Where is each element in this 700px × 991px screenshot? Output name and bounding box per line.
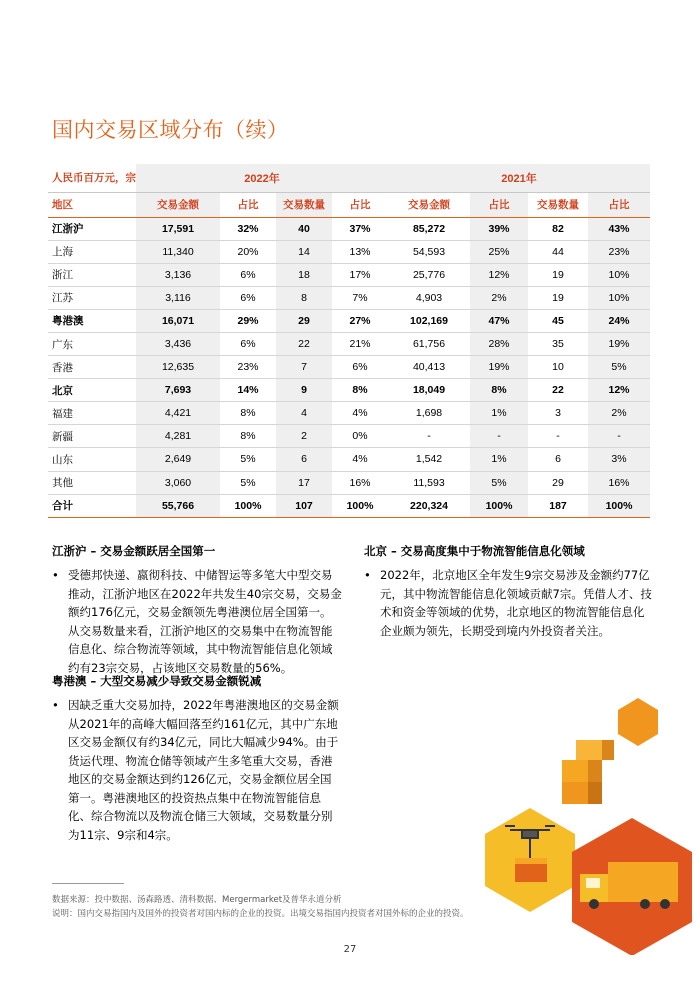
table-row <box>48 425 650 448</box>
value-cell: 6% <box>332 356 388 379</box>
value-cell: 10 <box>528 356 588 379</box>
value-cell: 18,049 <box>388 379 470 402</box>
value-cell: 54,593 <box>388 240 470 263</box>
value-cell: 16% <box>332 471 388 494</box>
value-cell: 21% <box>332 332 388 355</box>
value-cell: 25% <box>470 240 528 263</box>
value-cell: 28% <box>470 332 528 355</box>
region-cell: 香港 <box>48 356 136 379</box>
value-cell: 6% <box>220 332 276 355</box>
value-cell: 2% <box>588 402 650 425</box>
value-cell: 4% <box>332 402 388 425</box>
value-cell: 16% <box>588 471 650 494</box>
column-header: 地区 <box>48 192 136 217</box>
table-row <box>48 240 650 263</box>
total-value: 100% <box>470 494 528 517</box>
value-cell: 39% <box>470 217 528 240</box>
value-cell: 29 <box>276 309 332 332</box>
value-cell: 4% <box>332 448 388 471</box>
value-cell: 17,591 <box>136 217 220 240</box>
value-cell: 0% <box>332 425 388 448</box>
value-cell: 8% <box>332 379 388 402</box>
value-cell: 8 <box>276 286 332 309</box>
value-cell: 12% <box>588 379 650 402</box>
value-cell: 8% <box>470 379 528 402</box>
regional-deal-table <box>48 164 650 518</box>
value-cell: - <box>388 425 470 448</box>
value-cell: 3,060 <box>136 471 220 494</box>
value-cell: 4,903 <box>388 286 470 309</box>
value-cell: 3,116 <box>136 286 220 309</box>
value-cell: 22 <box>276 332 332 355</box>
value-cell: 22 <box>528 379 588 402</box>
value-cell: 23% <box>220 356 276 379</box>
value-cell: 7% <box>332 286 388 309</box>
jzh-section-heading: 江浙沪 – 交易金额跃居全国第一 <box>52 544 216 558</box>
value-cell: - <box>588 425 650 448</box>
region-cell: 新疆 <box>48 425 136 448</box>
table-year-header <box>48 164 650 192</box>
value-cell: 8% <box>220 402 276 425</box>
value-cell: 2,649 <box>136 448 220 471</box>
value-cell: 19 <box>528 263 588 286</box>
value-cell: 23% <box>588 240 650 263</box>
page-number: 27 <box>343 944 357 955</box>
region-cell: 上海 <box>48 240 136 263</box>
year-2022-label: 2022年 <box>136 164 388 192</box>
value-cell: 102,169 <box>388 309 470 332</box>
yga-paragraph: 因缺乏重大交易加持，2022年粤港澳地区的交易金额从2021年的高峰大幅回落至约161亿元，其中广东地区交易金额仅有约34亿元，同比大幅减少94%。由于货运代理、物流仓储等领域产生多笔重大交易，香港地区的交易金额达到约126亿元，交易金额位居全国第一。粤港澳地区的投资热点集中在物流智能信息化、综合物流以及物流仓储三大领域，交易数量分别为11宗、9宗和4宗。 <box>68 698 339 842</box>
table-row <box>48 263 650 286</box>
value-cell: 10% <box>588 263 650 286</box>
value-cell: 19% <box>470 356 528 379</box>
region-cell: 其他 <box>48 471 136 494</box>
source-note: 数据来源：投中数据、汤森路透、清科数据、Mergermarket及普华永道分析 <box>52 895 342 905</box>
value-cell: 3 <box>528 402 588 425</box>
value-cell: 44 <box>528 240 588 263</box>
value-cell: 47% <box>470 309 528 332</box>
yga-bullet <box>52 696 342 844</box>
total-value: 187 <box>528 494 588 517</box>
column-header: 占比 <box>588 192 650 217</box>
table-row <box>48 471 650 494</box>
value-cell: 19% <box>588 332 650 355</box>
value-cell: 14% <box>220 379 276 402</box>
footnote-divider <box>52 883 124 884</box>
value-cell: 3% <box>588 448 650 471</box>
value-cell: 5% <box>470 471 528 494</box>
value-cell: 13% <box>332 240 388 263</box>
bj-paragraph: 2022年，北京地区全年发生9宗交易涉及金额约77亿元，其中物流智能信息化领域贡献7宗。凭借人才、技术和资金等领域的优势，北京地区的物流智能信息化企业颇为领先，长期受到境内外投资者关注。 <box>380 568 652 638</box>
bj-section-heading: 北京 – 交易高度集中于物流智能信息化领域 <box>364 544 585 558</box>
value-cell: 4,421 <box>136 402 220 425</box>
explain-note: 说明：国内交易指国内及国外的投资者对国内标的企业的投资。出境交易指国内投资者对国外标的企业的投资。 <box>52 909 469 919</box>
region-cell: 粤港澳 <box>48 309 136 332</box>
value-cell: 9 <box>276 379 332 402</box>
column-header: 交易数量 <box>276 192 332 217</box>
total-value: 100% <box>588 494 650 517</box>
value-cell: 1,542 <box>388 448 470 471</box>
column-header: 占比 <box>220 192 276 217</box>
jzh-bullet <box>52 566 342 677</box>
value-cell: 5% <box>220 471 276 494</box>
value-cell: 61,756 <box>388 332 470 355</box>
value-cell: 1% <box>470 402 528 425</box>
value-cell: 37% <box>332 217 388 240</box>
value-cell: 2 <box>276 425 332 448</box>
value-cell: 6% <box>220 286 276 309</box>
value-cell: 5% <box>588 356 650 379</box>
value-cell: 45 <box>528 309 588 332</box>
table-row <box>48 309 650 332</box>
value-cell: 2% <box>470 286 528 309</box>
table-total-row <box>48 494 650 517</box>
table-column-header <box>48 192 650 217</box>
total-value: 100% <box>220 494 276 517</box>
total-value: 55,766 <box>136 494 220 517</box>
value-cell: 11,593 <box>388 471 470 494</box>
column-header: 交易金额 <box>388 192 470 217</box>
region-cell: 江浙沪 <box>48 217 136 240</box>
parcel-icon <box>515 858 547 882</box>
region-cell: 浙江 <box>48 263 136 286</box>
total-value: 100% <box>332 494 388 517</box>
value-cell: 25,776 <box>388 263 470 286</box>
value-cell: 40,413 <box>388 356 470 379</box>
hexagon-small-icon <box>618 698 658 746</box>
value-cell: 7,693 <box>136 379 220 402</box>
value-cell: - <box>528 425 588 448</box>
value-cell: 20% <box>220 240 276 263</box>
bj-bullet <box>364 566 654 640</box>
table-row <box>48 217 650 240</box>
value-cell: 17% <box>332 263 388 286</box>
unit-label: 人民币百万元，宗 <box>48 164 136 192</box>
value-cell: 32% <box>220 217 276 240</box>
value-cell: 12,635 <box>136 356 220 379</box>
year-2021-label: 2021年 <box>388 164 650 192</box>
region-cell: 山东 <box>48 448 136 471</box>
bullet-icon: • <box>364 568 371 582</box>
value-cell: 27% <box>332 309 388 332</box>
total-value: 107 <box>276 494 332 517</box>
table-row <box>48 356 650 379</box>
value-cell: 82 <box>528 217 588 240</box>
value-cell: 14 <box>276 240 332 263</box>
table-row <box>48 402 650 425</box>
value-cell: 11,340 <box>136 240 220 263</box>
region-cell: 福建 <box>48 402 136 425</box>
table-row <box>48 379 650 402</box>
column-header: 交易金额 <box>136 192 220 217</box>
table-row <box>48 448 650 471</box>
column-header: 占比 <box>470 192 528 217</box>
value-cell: 1,698 <box>388 402 470 425</box>
total-label: 合计 <box>48 494 136 517</box>
value-cell: 85,272 <box>388 217 470 240</box>
table-row <box>48 332 650 355</box>
value-cell: 3,436 <box>136 332 220 355</box>
logistics-illustration <box>470 690 695 959</box>
value-cell: 4 <box>276 402 332 425</box>
page-title: 国内交易区域分布（续） <box>52 118 289 142</box>
value-cell: 6 <box>528 448 588 471</box>
value-cell: 1% <box>470 448 528 471</box>
value-cell: 18 <box>276 263 332 286</box>
value-cell: 43% <box>588 217 650 240</box>
value-cell: 16,071 <box>136 309 220 332</box>
value-cell: 5% <box>220 448 276 471</box>
table-row <box>48 286 650 309</box>
bullet-icon: • <box>52 698 59 712</box>
value-cell: 4,281 <box>136 425 220 448</box>
boxes-icon <box>562 740 614 804</box>
value-cell: 19 <box>528 286 588 309</box>
value-cell: 29 <box>528 471 588 494</box>
value-cell: 12% <box>470 263 528 286</box>
column-header: 交易数量 <box>528 192 588 217</box>
region-cell: 江苏 <box>48 286 136 309</box>
value-cell: 24% <box>588 309 650 332</box>
bullet-icon: • <box>52 568 59 582</box>
value-cell: 40 <box>276 217 332 240</box>
region-cell: 北京 <box>48 379 136 402</box>
total-value: 220,324 <box>388 494 470 517</box>
jzh-paragraph: 受德邦快递、嬴彻科技、中储智运等多笔大中型交易推动，江浙沪地区在2022年共发生40宗交易，交易金额约176亿元，交易金额领先粤港澳位居全国第一。从交易数量来看，江浙沪地区的交易集中在物流智能信息化、综合物流等领域，其中物流智能信息化领域约有23宗交易，占该地区交易数量的56%。 <box>68 568 342 675</box>
value-cell: 29% <box>220 309 276 332</box>
yga-section-heading: 粤港澳 – 大型交易减少导致交易金额锐减 <box>52 674 262 688</box>
value-cell: - <box>470 425 528 448</box>
region-cell: 广东 <box>48 332 136 355</box>
value-cell: 7 <box>276 356 332 379</box>
column-header: 占比 <box>332 192 388 217</box>
value-cell: 3,136 <box>136 263 220 286</box>
value-cell: 6 <box>276 448 332 471</box>
value-cell: 10% <box>588 286 650 309</box>
value-cell: 6% <box>220 263 276 286</box>
value-cell: 8% <box>220 425 276 448</box>
value-cell: 17 <box>276 471 332 494</box>
value-cell: 35 <box>528 332 588 355</box>
